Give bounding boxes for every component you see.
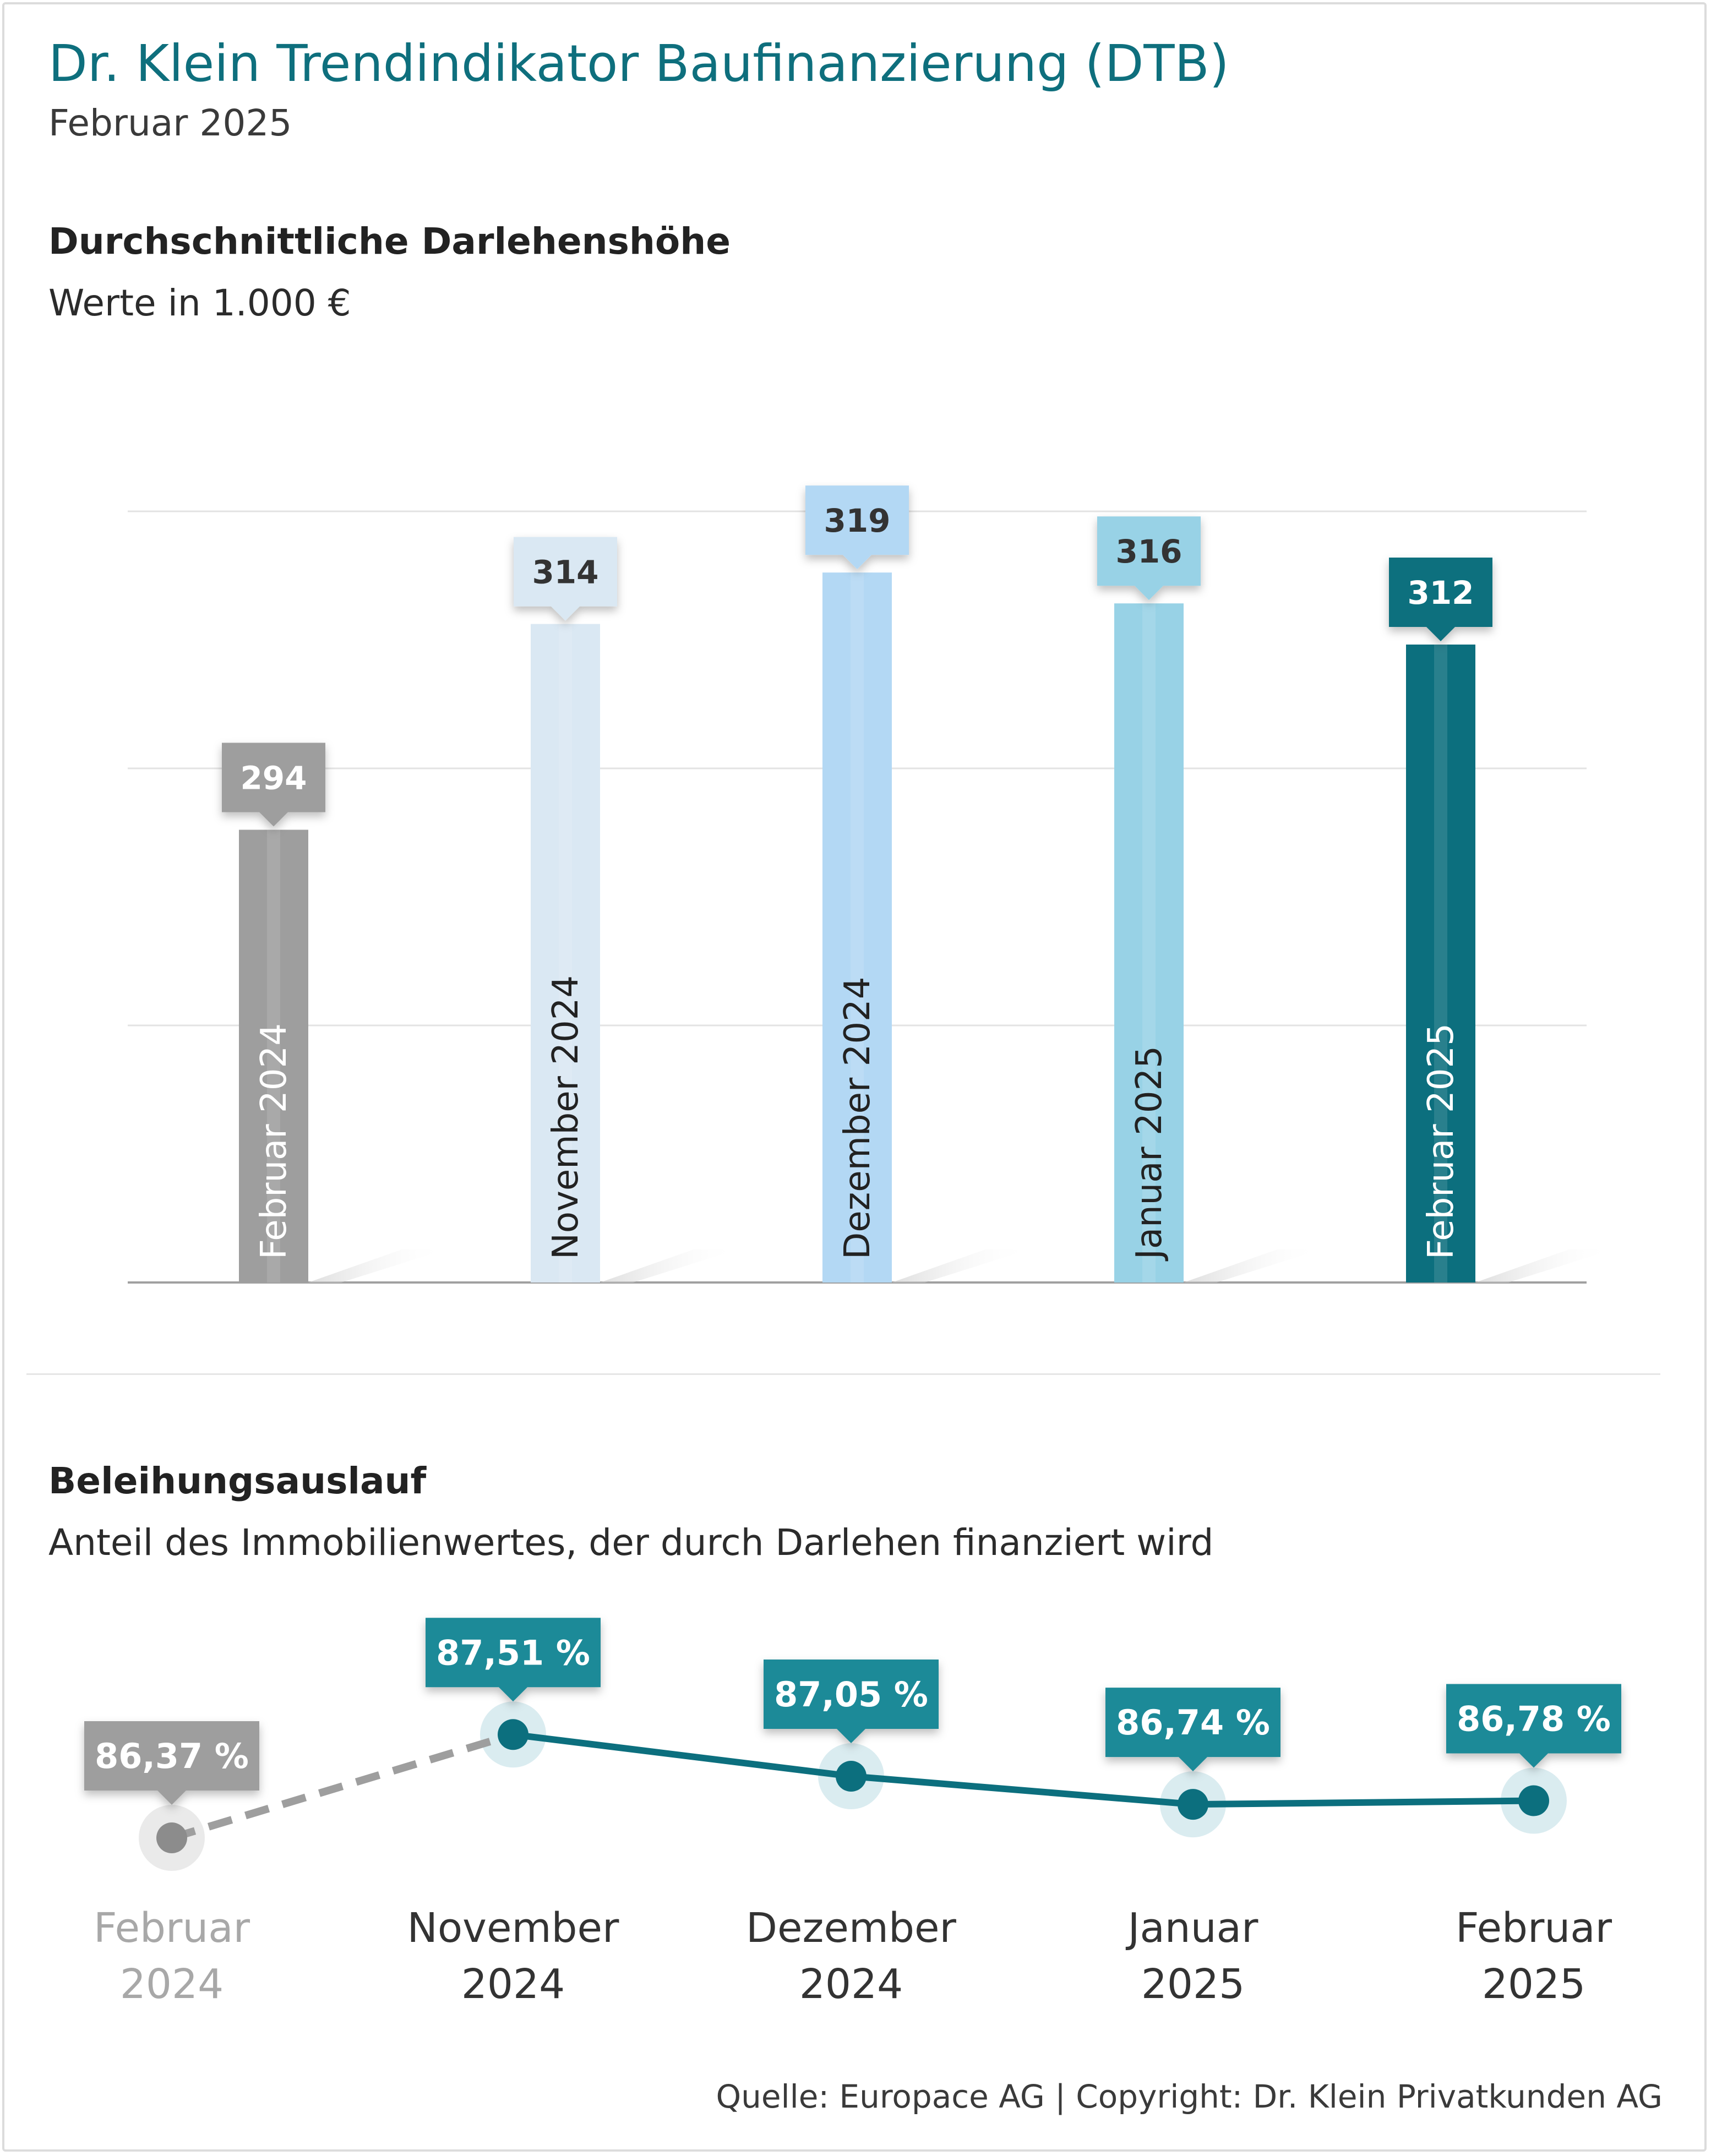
bar-chart-title: Durchschnittliche Darlehenshöhe xyxy=(48,220,731,263)
line-value-label: 87,05 % xyxy=(774,1674,928,1715)
line-value-label: 87,51 % xyxy=(436,1633,590,1673)
bar-shadow xyxy=(1475,1249,1613,1282)
line-chart-title: Beleihungsauslauf xyxy=(48,1460,427,1502)
line-category-label: Dezember xyxy=(746,1904,956,1952)
line-category-label: 2025 xyxy=(1141,1961,1245,2008)
bar-shadow xyxy=(600,1249,738,1282)
bar-category-label: Januar 2025 xyxy=(1129,1046,1170,1259)
bar-category-label: Februar 2024 xyxy=(254,1023,295,1259)
line-point xyxy=(836,1761,867,1792)
page-title: Dr. Klein Trendindikator Baufinanzierung (DTB) xyxy=(48,34,1229,93)
bar-value-label: 319 xyxy=(824,502,891,540)
bar-value-label: 314 xyxy=(532,553,599,591)
line-category-label: 2024 xyxy=(119,1961,224,2008)
line-category-label: 2024 xyxy=(461,1961,565,2008)
line-category-label: November xyxy=(407,1904,619,1952)
bar-category-label: Dezember 2024 xyxy=(837,976,878,1259)
line-point xyxy=(498,1719,528,1750)
source-note: Quelle: Europace AG | Copyright: Dr. Klein Privatkunden AG xyxy=(716,2078,1663,2115)
bar-chart-subtitle: Werte in 1.000 € xyxy=(48,282,351,324)
bar-value-label: 312 xyxy=(1407,574,1474,612)
line-point xyxy=(1518,1786,1549,1816)
line-category-label: 2024 xyxy=(799,1961,903,2008)
bar-value-label: 294 xyxy=(240,759,307,797)
page-subtitle: Februar 2025 xyxy=(48,102,292,144)
line-category-label: Januar xyxy=(1127,1904,1258,1952)
line-point xyxy=(1178,1789,1208,1820)
bar-value-label: 316 xyxy=(1115,533,1183,571)
line-point xyxy=(156,1822,187,1853)
bar-shadow xyxy=(892,1249,1029,1282)
line-chart-subtitle: Anteil des Immobilienwertes, der durch Darlehen finanziert wird xyxy=(48,1521,1214,1564)
bar-category-label: Februar 2025 xyxy=(1421,1023,1462,1259)
bar-category-label: November 2024 xyxy=(546,975,586,1259)
line-value-label: 86,37 % xyxy=(95,1736,249,1777)
line-value-label: 86,78 % xyxy=(1457,1699,1611,1739)
line-category-label: Februar xyxy=(1455,1904,1612,1952)
bar-shadow xyxy=(308,1249,446,1282)
line-category-label: Februar xyxy=(93,1904,250,1952)
line-series xyxy=(513,1734,1534,1804)
bar-shadow xyxy=(1184,1249,1321,1282)
line-category-label: 2025 xyxy=(1481,1961,1586,2008)
line-value-label: 86,74 % xyxy=(1116,1702,1270,1743)
